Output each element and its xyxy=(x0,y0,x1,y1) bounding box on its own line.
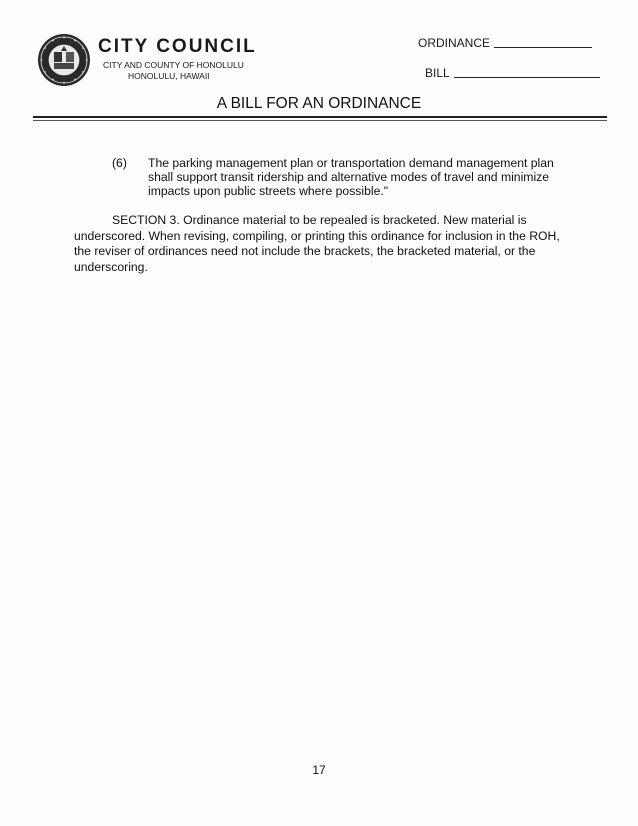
bill-field xyxy=(425,66,600,80)
ordinance-field xyxy=(418,36,592,50)
city-seal-icon xyxy=(37,33,91,87)
item-text: The parking management plan or transportation demand management plan shall support transit ridership and alternative modes of travel and minimize impacts upon public streets where possible." xyxy=(148,156,554,198)
council-subtitle-line2: HONOLULU, HAWAII xyxy=(128,71,210,81)
bill-heading: A BILL FOR AN ORDINANCE xyxy=(216,95,422,112)
item-number: (6) xyxy=(112,156,127,170)
section-3-paragraph: SECTION 3. Ordinance material to be repealed is bracketed. New material is underscored. When revising, compiling, or printing this ordinance for inclusion in the ROH, the reviser of ordinances need not include the brackets, the bracketed material, or the underscoring. xyxy=(74,213,560,274)
bill-label: BILL xyxy=(425,66,450,80)
page-number: 17 xyxy=(312,763,326,777)
list-item xyxy=(112,156,562,198)
header-rule-thick xyxy=(33,116,607,118)
ordinance-label: ORDINANCE xyxy=(418,36,491,50)
council-title: CITY COUNCIL xyxy=(98,36,257,57)
header-rule-thin xyxy=(33,120,607,121)
bill-blank-line xyxy=(454,76,600,78)
ordinance-blank-line xyxy=(494,46,592,48)
council-subtitle-line1: CITY AND COUNTY OF HONOLULU xyxy=(103,60,244,70)
